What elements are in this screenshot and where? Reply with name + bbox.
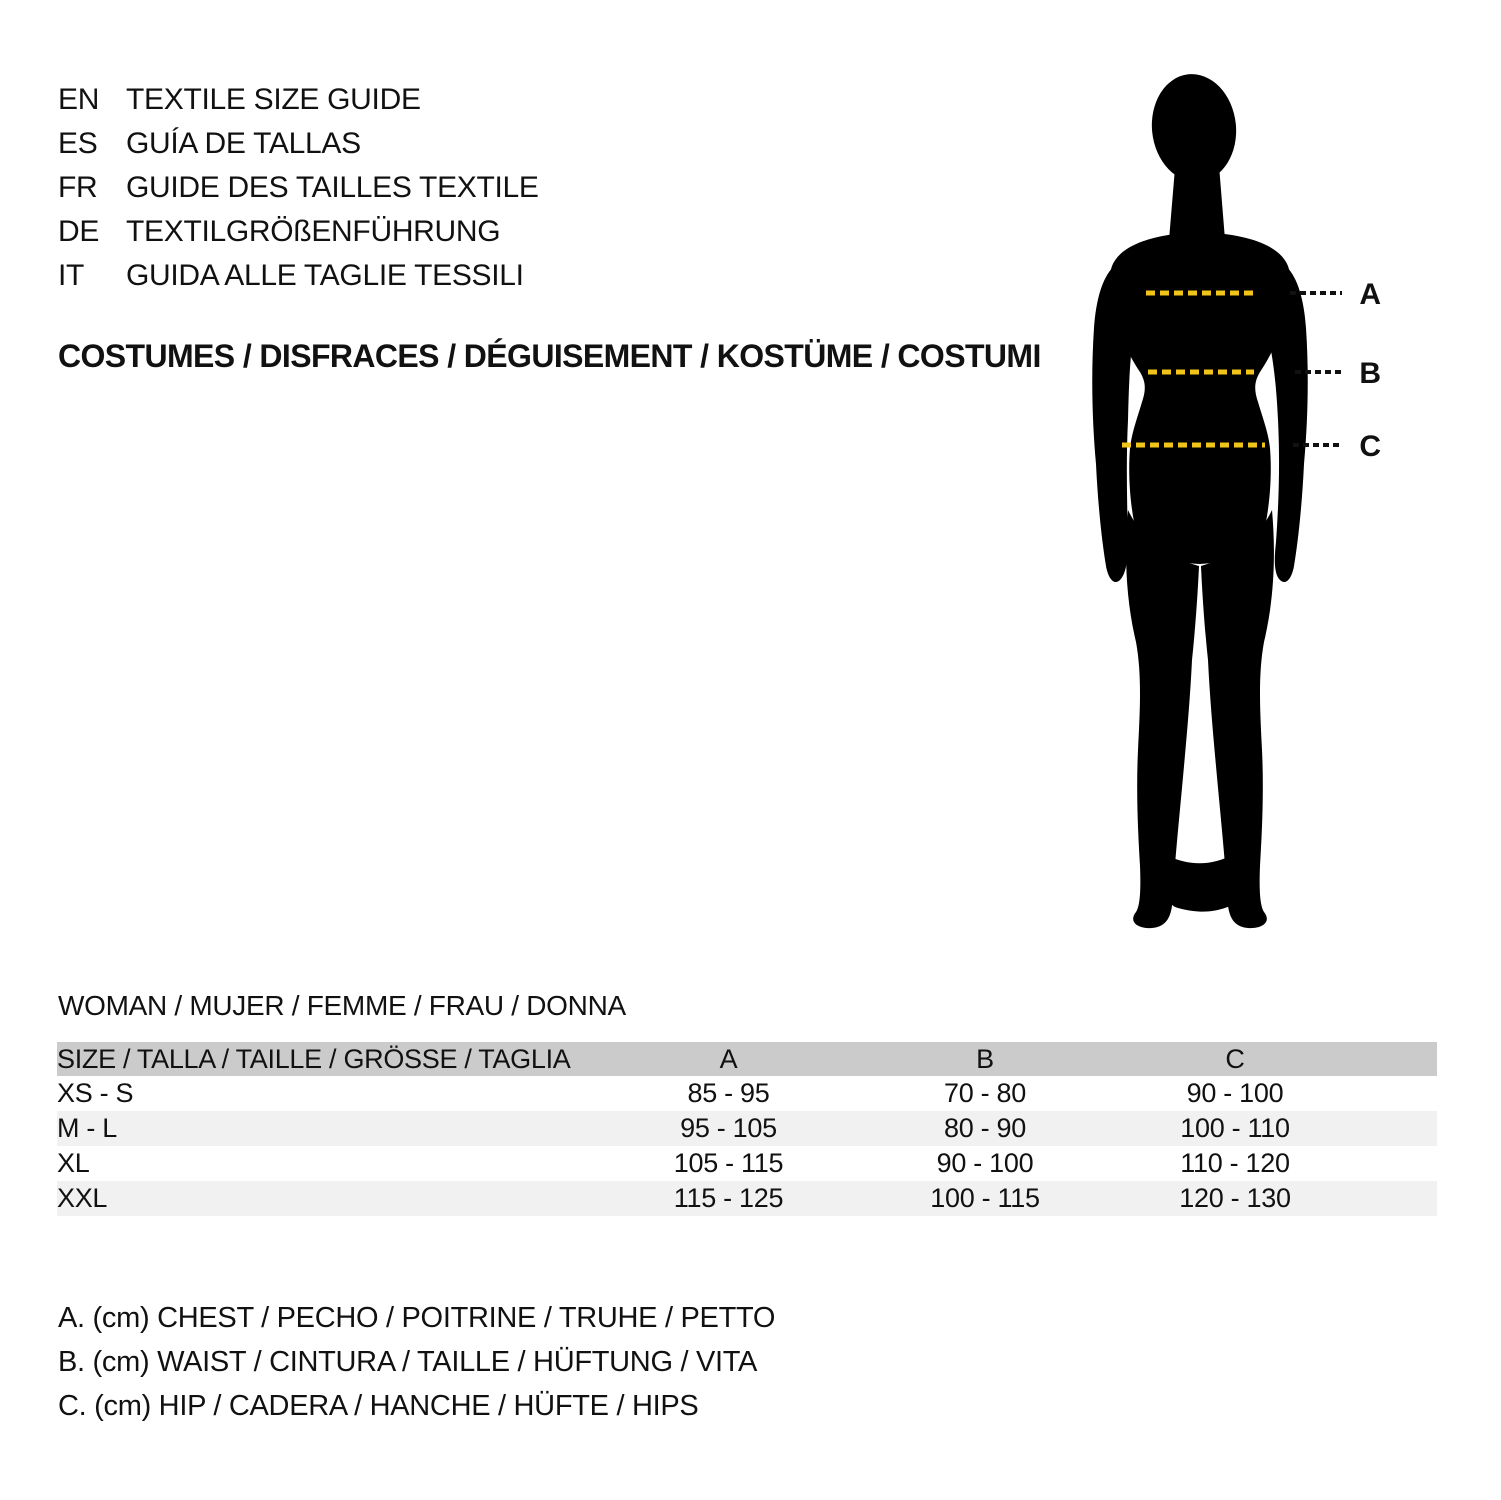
language-label: GUÍA DE TALLAS (126, 127, 361, 160)
language-label: TEXTILE SIZE GUIDE (126, 83, 421, 116)
filler-cell (1360, 1111, 1437, 1146)
legend-item: C. (cm) HIP / CADERA / HANCHE / HÜFTE / HIPS (58, 1389, 699, 1422)
woman-silhouette-figure (1050, 60, 1450, 960)
filler-cell (1360, 1076, 1437, 1111)
size-cell: XL (57, 1148, 90, 1178)
value-cell-b: 80 - 90 (944, 1113, 1026, 1143)
table-row (57, 1111, 1437, 1146)
size-cell: XXL (57, 1183, 108, 1213)
measurement-label-c: C (1359, 430, 1381, 463)
language-row (58, 166, 539, 210)
figure-svg (1050, 60, 1450, 960)
table-row (57, 1181, 1437, 1216)
table-header-row (57, 1042, 1437, 1076)
table-row (57, 1076, 1437, 1111)
language-code: FR (58, 171, 98, 204)
language-row (58, 254, 539, 298)
language-code: EN (58, 83, 100, 116)
column-header-a: A (719, 1043, 738, 1074)
value-cell-b: 100 - 115 (930, 1183, 1040, 1213)
language-code: IT (58, 259, 85, 292)
language-code: ES (58, 127, 98, 160)
column-header-c: C (1225, 1043, 1245, 1074)
filler-cell (1360, 1181, 1437, 1216)
language-label: TEXTILGRÖßENFÜHRUNG (126, 215, 501, 248)
column-header-b: B (976, 1043, 994, 1074)
value-cell-c: 110 - 120 (1180, 1148, 1290, 1178)
legend-item: A. (cm) CHEST / PECHO / POITRINE / TRUHE / PETTO (58, 1301, 776, 1334)
table-row (57, 1146, 1437, 1181)
value-cell-c: 90 - 100 (1186, 1078, 1284, 1108)
language-row (58, 122, 539, 166)
language-code: DE (58, 215, 100, 248)
measurement-label-b: B (1359, 357, 1381, 390)
measurement-label-a: A (1359, 278, 1381, 311)
value-cell-b: 70 - 80 (944, 1078, 1026, 1108)
category-title: COSTUMES / DISFRACES / DÉGUISEMENT / KOSTÜME / COSTUMI (58, 338, 1041, 374)
size-cell: M - L (57, 1113, 118, 1143)
value-cell-c: 100 - 110 (1180, 1113, 1290, 1143)
language-label: GUIDA ALLE TAGLIE TESSILI (126, 259, 524, 292)
measurement-legend (58, 1296, 775, 1428)
language-list (58, 78, 539, 298)
value-cell-b: 90 - 100 (936, 1148, 1034, 1178)
filler-cell (1360, 1146, 1437, 1181)
value-cell-a: 105 - 115 (673, 1148, 784, 1178)
value-cell-a: 95 - 105 (680, 1113, 777, 1143)
size-table (57, 1042, 1437, 1216)
woman-silhouette (1092, 70, 1307, 928)
language-label: GUIDE DES TAILLES TEXTILE (126, 171, 539, 204)
column-header-filler (1360, 1042, 1437, 1076)
value-cell-a: 115 - 125 (673, 1183, 784, 1213)
size-cell: XS - S (57, 1078, 134, 1108)
column-header-size: SIZE / TALLA / TAILLE / GRÖSSE / TAGLIA (57, 1043, 571, 1074)
legend-item: B. (cm) WAIST / CINTURA / TAILLE / HÜFTUNG / VITA (58, 1345, 758, 1378)
language-row (58, 210, 539, 254)
value-cell-a: 85 - 95 (687, 1078, 770, 1108)
table-title: WOMAN / MUJER / FEMME / FRAU / DONNA (58, 990, 626, 1021)
value-cell-c: 120 - 130 (1179, 1183, 1291, 1213)
language-row (58, 78, 539, 122)
